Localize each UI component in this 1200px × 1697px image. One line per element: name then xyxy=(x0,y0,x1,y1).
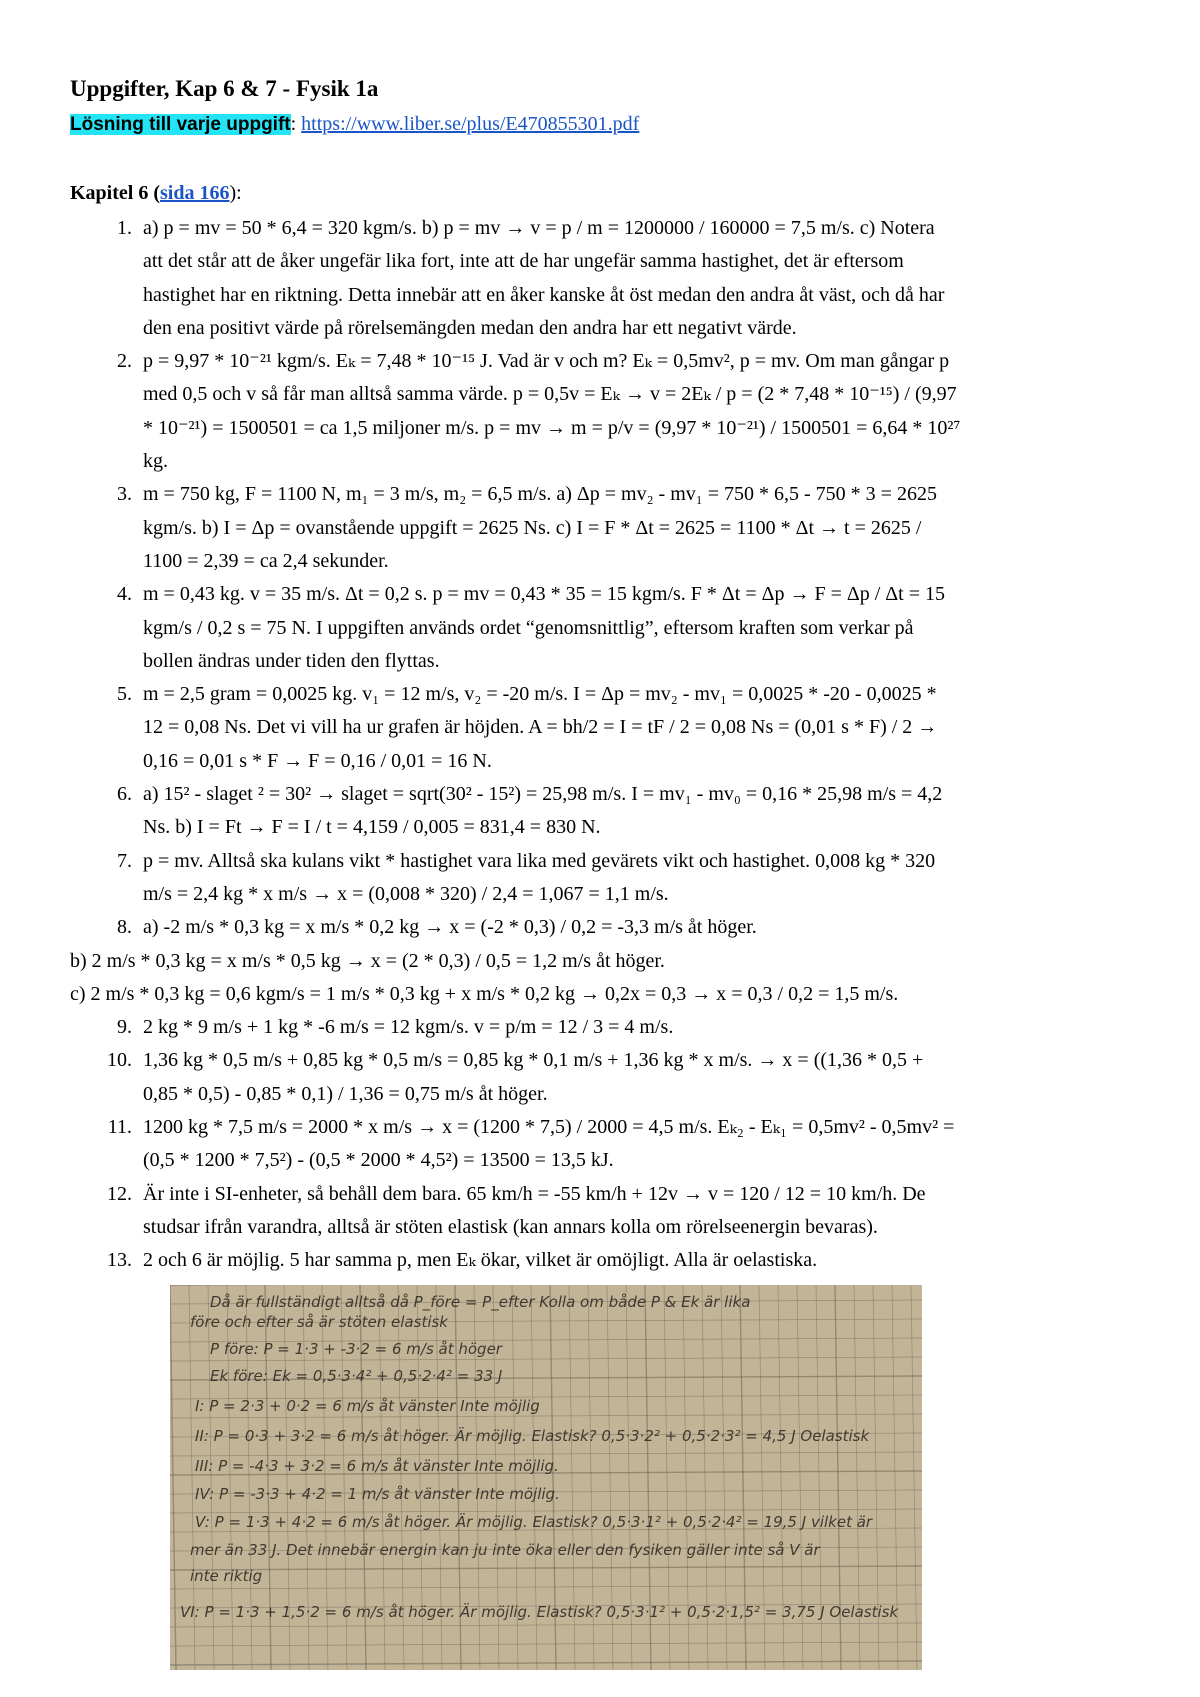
task-number: 2. xyxy=(117,350,132,373)
task-text xyxy=(143,845,1130,912)
task-line: b) 2 m/s * 0,3 kg = x m/s * 0,5 kg → x = (2 * 0,3) / 0,5 = 1,2 m/s åt höger. xyxy=(70,949,665,972)
task-text xyxy=(143,212,1130,345)
task-text xyxy=(143,478,1130,578)
task-line: kgm/s. b) I = Δp = ovanstående uppgift = 2625 Ns. c) I = F * Δt = 2625 = 1100 * Δt → t = 2625 / xyxy=(143,516,922,539)
grid-line xyxy=(170,1285,176,1670)
task-list xyxy=(70,212,1130,1278)
solution-link[interactable]: https://www.liber.se/plus/E470855301.pdf xyxy=(301,113,640,135)
task-text xyxy=(143,911,1130,944)
task-number: 12. xyxy=(107,1182,132,1205)
task-item xyxy=(70,911,1130,944)
task-line: 2 och 6 är möjlig. 5 har samma p, men Eₖ ökar, vilket är omöjligt. Alla är oelastiska. xyxy=(143,1249,818,1272)
task-text xyxy=(143,1011,1130,1044)
task-text xyxy=(143,1244,1130,1277)
task-item xyxy=(70,945,1130,978)
task-text xyxy=(143,778,1130,845)
task-text xyxy=(143,1111,1130,1178)
task-text xyxy=(143,578,1130,678)
task-item xyxy=(70,1044,1130,1111)
task-number: 9. xyxy=(117,1016,132,1039)
task-line: a) p = mv = 50 * 6,4 = 320 kgm/s. b) p = mv → v = p / m = 1200000 / 160000 = 7,5 m/s. c) Notera xyxy=(143,217,935,239)
handwriting-line: VI: P = 1·3 + 1,5·2 = 6 m/s åt höger. Är möjlig. Elastisk? 0,5·3·1² + 0,5·2·1,5² = 3,75 J Oelastisk xyxy=(180,1603,899,1621)
handwriting-line: V: P = 1·3 + 4·2 = 6 m/s åt höger. Är möjlig. Elastisk? 0,5·3·1² + 0,5·2·4² = 19,5 J vilket är xyxy=(195,1513,873,1531)
handwriting-line: P före: P = 1·3 + -3·2 = 6 m/s åt höger xyxy=(210,1340,502,1358)
task-line: kgm/s / 0,2 s = 75 N. I uppgiften används ordet “genomsnittlig”, eftersom kraften som verkar på xyxy=(143,616,914,639)
task-item xyxy=(70,345,1130,478)
solution-separator: : xyxy=(290,113,302,135)
task-item xyxy=(70,678,1130,778)
solution-line xyxy=(70,113,639,136)
task-line: med 0,5 och v så får man alltså samma värde. p = 0,5v = Eₖ → v = 2Eₖ / p = (2 * 7,48 * 10⁻¹⁵) / (9,97 xyxy=(143,383,957,406)
handwriting-line: I: P = 2·3 + 0·2 = 6 m/s åt vänster Inte möjlig xyxy=(195,1397,540,1415)
task-text xyxy=(70,978,1130,1011)
task-line: Är inte i SI-enheter, så behåll dem bara. 65 km/h = -55 km/h + 12v → v = 120 / 12 = 10 km/h. De xyxy=(143,1182,926,1205)
task-line: den ena positivt värde på rörelsemängden medan den andra har ett negativt värde. xyxy=(143,316,797,339)
handwriting-line: II: P = 0·3 + 3·2 = 6 m/s åt höger. Är möjlig. Elastisk? 0,5·3·2² + 0,5·2·3² = 4,5 J Oelastisk xyxy=(195,1427,870,1445)
task-line: c) 2 m/s * 0,3 kg = 0,6 kgm/s = 1 m/s * 0,3 kg + x m/s * 0,2 kg → 0,2x = 0,3 → x = 0,3 / 0,2 = 1,5 m/s. xyxy=(70,982,899,1005)
task-item xyxy=(70,1244,1130,1277)
task-line: (0,5 * 1200 * 7,5²) - (0,5 * 2000 * 4,5²) = 13500 = 13,5 kJ. xyxy=(143,1149,614,1172)
task-number: 10. xyxy=(107,1049,132,1072)
grid-line xyxy=(170,1661,922,1665)
task-item xyxy=(70,1011,1130,1044)
task-text xyxy=(70,945,1130,978)
solution-label: Lösning till varje uppgift xyxy=(70,114,291,135)
task-item xyxy=(70,1178,1130,1245)
task-number: 13. xyxy=(107,1249,132,1272)
task-line: studsar ifrån varandra, alltså är stöten elastisk (kan annars kolla om rörelseenergin bevaras). xyxy=(143,1215,878,1238)
task-text xyxy=(143,345,1130,478)
task-line: m/s = 2,4 kg * x m/s → x = (0,008 * 320) / 2,4 = 1,067 = 1,1 m/s. xyxy=(143,882,669,905)
task-number: 5. xyxy=(117,683,132,706)
task-item xyxy=(70,778,1130,845)
grid-line xyxy=(911,1285,917,1670)
handwriting-line: inte riktig xyxy=(190,1567,263,1585)
task-number: 3. xyxy=(117,483,132,506)
task-line: a) -2 m/s * 0,3 kg = x m/s * 0,2 kg → x = (-2 * 0,3) / 0,2 = -3,3 m/s åt höger. xyxy=(143,916,757,939)
task-text xyxy=(143,678,1130,778)
task-item xyxy=(70,1111,1130,1178)
task-line: hastighet har en riktning. Detta innebär att en åker kanske åt öst medan den andra åt väst, och då har xyxy=(143,283,945,306)
task-line: * 10⁻²¹) = 1500501 = ca 1,5 miljoner m/s. p = mv → m = p/v = (9,97 * 10⁻²¹) / 1500501 = 6,64 * 10²⁷ xyxy=(143,416,961,439)
task-line: kg. xyxy=(143,450,168,473)
grid-line xyxy=(170,1642,922,1646)
task-number: 6. xyxy=(117,783,132,806)
task-item xyxy=(70,578,1130,678)
task-line: m = 2,5 gram = 0,0025 kg. v₁ = 12 m/s, v₂ = -20 m/s. I = Δp = mv₂ - mv₁ = 0,0025 * -20 - 0,0025 * xyxy=(143,683,937,706)
task-line: Ns. b) I = Ft → F = I / t = 4,159 / 0,005 = 831,4 = 830 N. xyxy=(143,816,601,839)
task-number: 8. xyxy=(117,916,132,939)
task-line: a) 15² - slaget ² = 30² → slaget = sqrt(30² - 15²) = 25,98 m/s. I = mv₁ - mv₀ = 0,16 * 25,98 m/s = 4,2 xyxy=(143,783,943,806)
handwriting-line: före och efter så är stöten elastisk xyxy=(190,1313,448,1331)
task-text xyxy=(143,1044,1130,1111)
grid-line xyxy=(170,1452,922,1456)
task-line: att det står att de åker ungefär lika fort, inte att de har ungefär samma hastighet, det är eftersom xyxy=(143,250,904,273)
task-line: 1200 kg * 7,5 m/s = 2000 * x m/s → x = (1200 * 7,5) / 2000 = 4,5 m/s. Eₖ₂ - Eₖ₁ = 0,5mv² - 0,5mv² = xyxy=(143,1116,955,1139)
page-title: Uppgifter, Kap 6 & 7 - Fysik 1a xyxy=(70,76,379,101)
handwritten-solution-photo xyxy=(170,1285,922,1670)
task-item xyxy=(70,978,1130,1011)
handwriting-line: Då är fullständigt alltså då P_före = P_efter Kolla om både P & Ek är lika xyxy=(210,1293,751,1311)
task-line: bollen ändras under tiden den flyttas. xyxy=(143,649,440,672)
task-line: 1,36 kg * 0,5 m/s + 0,85 kg * 0,5 m/s = 0,85 kg * 0,1 m/s + 1,36 kg * x m/s. → x = ((1,36 * 0,5 + xyxy=(143,1049,924,1072)
task-line: p = 9,97 * 10⁻²¹ kgm/s. Eₖ = 7,48 * 10⁻¹⁵ J. Vad är v och m? Eₖ = 0,5mv², p = mv. Om man gångar p xyxy=(143,350,950,373)
handwriting-line: Ek före: Ek = 0,5·3·4² + 0,5·2·4² = 33 J xyxy=(210,1367,503,1385)
chapter-page-link[interactable]: sida 166 xyxy=(160,182,230,204)
task-item xyxy=(70,845,1130,912)
task-line: 1100 = 2,39 = ca 2,4 sekunder. xyxy=(143,549,389,572)
chapter-heading xyxy=(70,182,242,205)
task-line: 0,16 = 0,01 s * F → F = 0,16 / 0,01 = 16 N. xyxy=(143,749,492,772)
handwriting-line: III: P = -4·3 + 3·2 = 6 m/s åt vänster Inte möjlig. xyxy=(195,1457,559,1475)
chapter-close: ): xyxy=(229,182,242,204)
grid-line xyxy=(170,1585,922,1589)
task-number: 11. xyxy=(107,1116,132,1139)
chapter-label: Kapitel 6 xyxy=(70,182,149,204)
task-number: 1. xyxy=(117,217,132,239)
task-number: 7. xyxy=(117,849,132,872)
task-line: 12 = 0,08 Ns. Det vi vill ha ur grafen är höjden. A = bh/2 = I = tF / 2 = 0,08 Ns = (0,01 s * F) / 2 → xyxy=(143,716,938,739)
handwriting-line: mer än 33 J. Det innebär energin kan ju inte öka eller den fysiken gäller inte så V är xyxy=(190,1541,820,1559)
task-item xyxy=(70,212,1130,345)
grid-line xyxy=(170,1623,922,1627)
handwriting-line: IV: P = -3·3 + 4·2 = 1 m/s åt vänster Inte möjlig. xyxy=(195,1485,560,1503)
task-text xyxy=(143,1178,1130,1245)
task-line: 2 kg * 9 m/s + 1 kg * -6 m/s = 12 kgm/s. v = p/m = 12 / 3 = 4 m/s. xyxy=(143,1016,674,1039)
grid-line xyxy=(170,1566,922,1570)
task-line: m = 750 kg, F = 1100 N, m₁ = 3 m/s, m₂ = 6,5 m/s. a) Δp = mv₂ - mv₁ = 750 * 6,5 - 750 * 3 = 2625 xyxy=(143,483,937,506)
task-number: 4. xyxy=(117,583,132,606)
chapter-open: ( xyxy=(148,182,161,204)
task-line: p = mv. Alltså ska kulans vikt * hastighet vara lika med gevärets vikt och hastighet. 0,008 kg * 320 xyxy=(143,849,936,872)
task-line: m = 0,43 kg. v = 35 m/s. Δt = 0,2 s. p = mv = 0,43 * 35 = 15 kgm/s. F * Δt = Δp → F = Δp / Δt = 15 xyxy=(143,583,945,606)
task-line: 0,85 * 0,5) - 0,85 * 0,1) / 1,36 = 0,75 m/s åt höger. xyxy=(143,1082,548,1105)
task-item xyxy=(70,478,1130,578)
